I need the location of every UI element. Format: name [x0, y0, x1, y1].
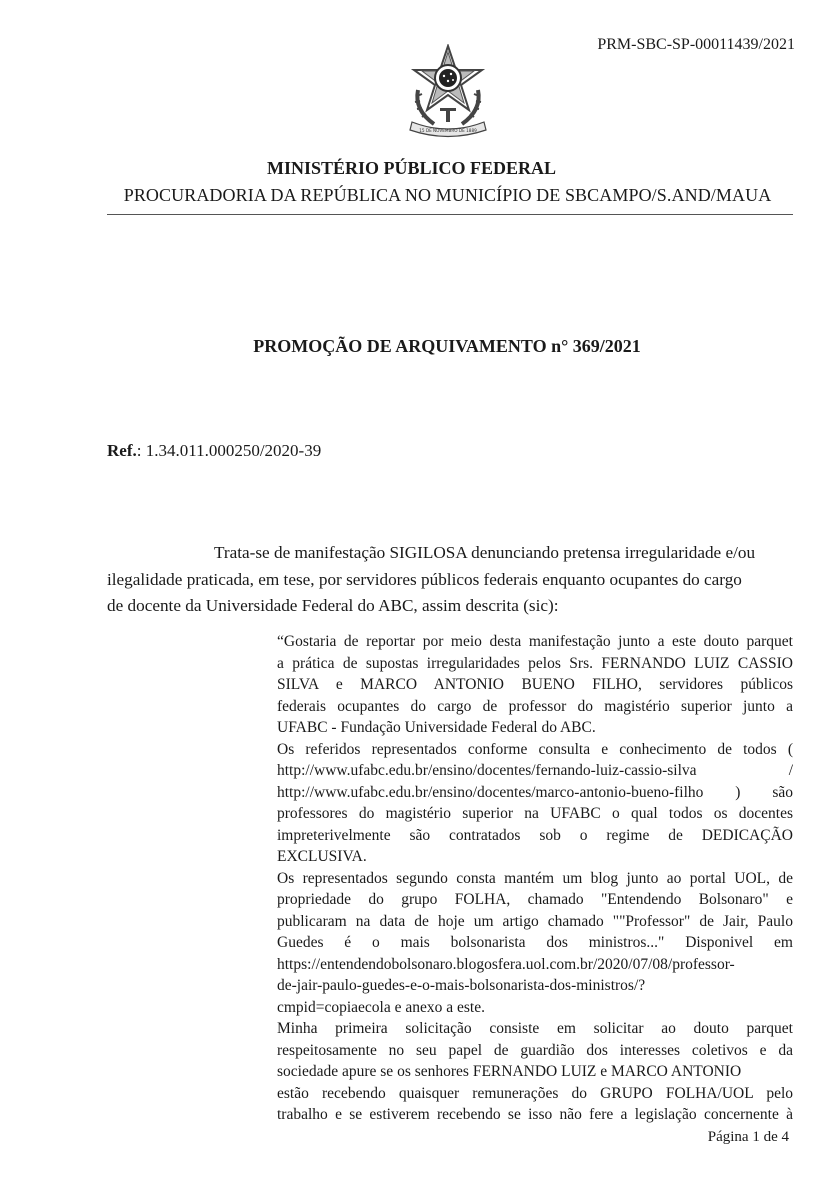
quote-line: federais ocupantes do cargo de professor do magistério superior junto a — [277, 697, 793, 715]
brazil-coat-of-arms-icon — [404, 44, 492, 140]
quote-line: https://entendendobolsonaro.blogosfera.uol.com.br/2020/07/08/professor- — [277, 955, 735, 973]
intro-line: ilegalidade praticada, em tese, por servidores públicos federais enquanto ocupantes do cargo — [107, 569, 742, 589]
quote-line: EXCLUSIVA. — [277, 848, 367, 865]
quote-line: propriedade do grupo FOLHA, chamado "Entendendo Bolsonaro" e — [277, 891, 793, 908]
quote-line: “Gostaria de reportar por meio desta manifestação junto a este douto parquet — [277, 633, 793, 650]
page-number: Página 1 de 4 — [707, 1129, 789, 1145]
reference-line — [107, 441, 321, 461]
quote-line: publicaram na data de hoje um artigo chamado ""Professor" de Jair, Paulo — [277, 912, 793, 930]
quoted-manifestation — [277, 631, 793, 1126]
quote-line: Minha primeira solicitação consiste em solicitar ao douto parquet — [277, 1020, 793, 1037]
header-divider — [107, 214, 793, 215]
quote-line: impreterivelmente são contratados sob o regime de DEDICAÇÃO — [277, 826, 793, 844]
quote-line: http://www.ufabc.edu.br/ensino/docentes/fernando-luiz-cassio-silva / — [277, 762, 793, 779]
quote-line: professores do magistério superior na UFABC o qual todos os docentes — [277, 805, 793, 822]
document-title: PROMOÇÃO DE ARQUIVAMENTO n° 369/2021 — [253, 336, 641, 356]
reference-number: : 1.34.011.000250/2020-39 — [136, 441, 322, 460]
document-id: PRM-SBC-SP-00011439/2021 — [597, 36, 795, 53]
quote-line: estão recebendo quaisquer remunerações do GRUPO FOLHA/UOL pelo — [277, 1084, 793, 1102]
quote-line: sociedade apure se os senhores FERNANDO LUIZ e MARCO ANTONIO — [277, 1063, 742, 1080]
quote-line: SILVA e MARCO ANTONIO BUENO FILHO, servidores públicos — [277, 676, 793, 693]
quote-line: Os referidos representados conforme consulta e conhecimento de todos ( — [277, 740, 793, 758]
quote-line: respeitosamente no seu papel de guardião dos interesses coletivos e da — [277, 1041, 793, 1059]
reference-label: Ref. — [107, 441, 137, 460]
quote-line: trabalho e se estiverem recebendo se isso não fere a legislação concernente à — [277, 1106, 793, 1123]
quote-line: Guedes é o mais bolsonarista dos ministros..." Disponivel em — [277, 934, 793, 951]
intro-line: Trata-se de manifestação SIGILOSA denunciando pretensa irregularidade e/ou — [214, 543, 756, 562]
quote-line: de-jair-paulo-guedes-e-o-mais-bolsonarista-dos-ministros/? — [277, 977, 646, 994]
quote-line: http://www.ufabc.edu.br/ensino/docentes/marco-antonio-bueno-filho ) são — [277, 783, 793, 801]
quote-line: Os representados segundo consta mantém um blog junto ao portal UOL, de — [277, 869, 793, 887]
intro-line: de docente da Universidade Federal do ABC, assim descrita (sic): — [107, 596, 559, 615]
quote-line: UFABC - Fundação Universidade Federal do ABC. — [277, 719, 596, 736]
quote-line: cmpid=copiaecola e anexo a este. — [277, 998, 485, 1016]
quote-line: a prática de supostas irregularidades pelos Srs. FERNANDO LUIZ CASSIO — [277, 654, 793, 672]
procuradoria-heading: PROCURADORIA DA REPÚBLICA NO MUNICÍPIO DE SBCAMPO/S.AND/MAUA — [123, 185, 772, 205]
intro-paragraph — [107, 540, 793, 620]
ministry-heading: MINISTÉRIO PÚBLICO FEDERAL — [266, 158, 557, 178]
svg-text:15 DE NOVEMBRO DE 1889: 15 DE NOVEMBRO DE 1889 — [419, 128, 477, 133]
